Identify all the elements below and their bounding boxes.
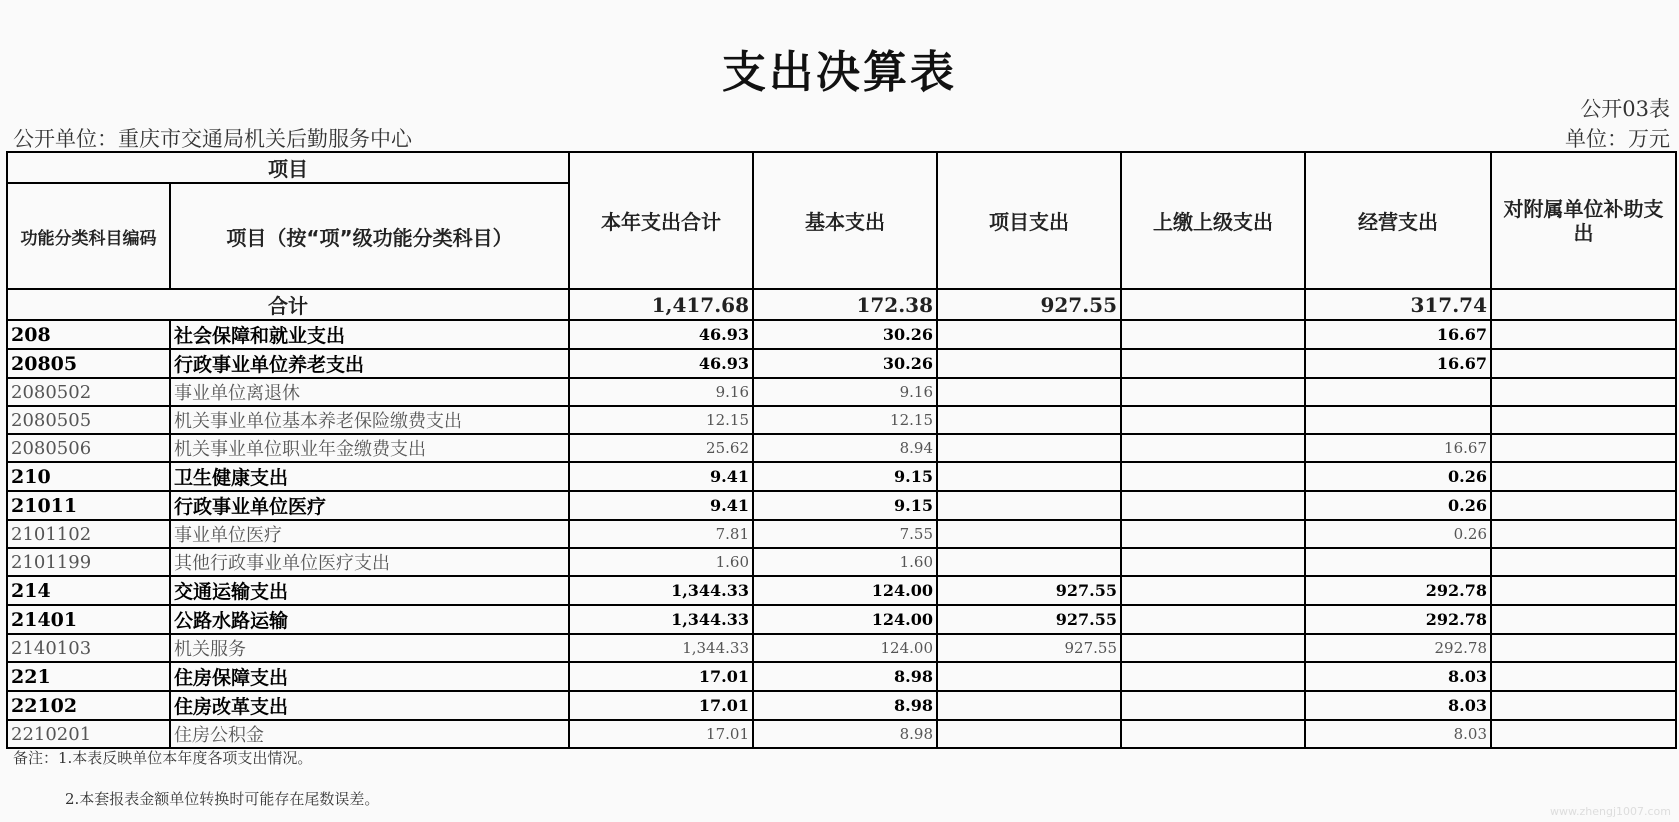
table-body <box>7 289 1676 748</box>
table-row <box>7 662 1676 691</box>
cell-basic: 9.16 <box>753 378 937 406</box>
header-project: 项目 <box>7 152 569 183</box>
cell-project-exp <box>937 320 1121 349</box>
cell-total: 46.93 <box>569 320 753 349</box>
cell-code: 2140103 <box>7 634 170 662</box>
cell-superior <box>1121 406 1305 434</box>
cell-project-exp <box>937 662 1121 691</box>
header-name: 项目（按“项”级功能分类科目） <box>170 183 569 289</box>
cell-code: 21401 <box>7 605 170 634</box>
form-code: 公开03表 <box>1580 97 1670 121</box>
cell-code: 2080502 <box>7 378 170 406</box>
cell-project-exp <box>937 349 1121 378</box>
cell-operating: 0.26 <box>1305 491 1491 520</box>
cell-code: 214 <box>7 576 170 605</box>
cell-name: 住房保障支出 <box>170 662 569 691</box>
cell-subsidiary <box>1491 406 1676 434</box>
total-cell-operating: 317.74 <box>1305 289 1491 320</box>
cell-code: 2101199 <box>7 548 170 576</box>
table-row <box>7 462 1676 491</box>
cell-basic: 30.26 <box>753 320 937 349</box>
cell-superior <box>1121 662 1305 691</box>
header-subsidiary: 对附属单位补助支出 <box>1491 152 1676 289</box>
header-total: 本年支出合计 <box>569 152 753 289</box>
table-row <box>7 434 1676 462</box>
cell-name: 住房公积金 <box>170 720 569 748</box>
cell-superior <box>1121 720 1305 748</box>
cell-basic: 30.26 <box>753 349 937 378</box>
cell-basic: 8.94 <box>753 434 937 462</box>
cell-superior <box>1121 349 1305 378</box>
header-operating: 经营支出 <box>1305 152 1491 289</box>
cell-subsidiary <box>1491 691 1676 720</box>
total-label: 合计 <box>7 289 569 320</box>
cell-superior <box>1121 548 1305 576</box>
cell-basic: 8.98 <box>753 720 937 748</box>
cell-subsidiary <box>1491 720 1676 748</box>
table-row <box>7 378 1676 406</box>
cell-name: 事业单位离退休 <box>170 378 569 406</box>
cell-code: 208 <box>7 320 170 349</box>
cell-total: 1,344.33 <box>569 634 753 662</box>
cell-total: 17.01 <box>569 691 753 720</box>
total-cell-superior <box>1121 289 1305 320</box>
cell-project-exp <box>937 378 1121 406</box>
cell-total: 1,344.33 <box>569 576 753 605</box>
page-title: 支出决算表 <box>722 47 957 98</box>
cell-basic: 124.00 <box>753 605 937 634</box>
cell-total: 1.60 <box>569 548 753 576</box>
table-row <box>7 576 1676 605</box>
cell-code: 2101102 <box>7 520 170 548</box>
cell-name: 行政事业单位医疗 <box>170 491 569 520</box>
cell-subsidiary <box>1491 662 1676 691</box>
cell-superior <box>1121 576 1305 605</box>
cell-operating: 292.78 <box>1305 605 1491 634</box>
cell-total: 9.41 <box>569 491 753 520</box>
cell-subsidiary <box>1491 434 1676 462</box>
cell-operating: 0.26 <box>1305 462 1491 491</box>
cell-subsidiary <box>1491 520 1676 548</box>
table-row <box>7 634 1676 662</box>
cell-code: 2210201 <box>7 720 170 748</box>
total-cell-project: 927.55 <box>937 289 1121 320</box>
cell-total: 7.81 <box>569 520 753 548</box>
cell-total: 12.15 <box>569 406 753 434</box>
cell-name: 公路水路运输 <box>170 605 569 634</box>
cell-operating: 8.03 <box>1305 662 1491 691</box>
cell-operating <box>1305 548 1491 576</box>
cell-subsidiary <box>1491 462 1676 491</box>
header-code: 功能分类科目编码 <box>7 183 170 289</box>
cell-project-exp <box>937 491 1121 520</box>
total-cell-subsidiary <box>1491 289 1676 320</box>
cell-total: 17.01 <box>569 662 753 691</box>
cell-project-exp: 927.55 <box>937 576 1121 605</box>
cell-basic: 9.15 <box>753 491 937 520</box>
cell-name: 社会保障和就业支出 <box>170 320 569 349</box>
cell-project-exp <box>937 691 1121 720</box>
cell-basic: 8.98 <box>753 662 937 691</box>
cell-operating: 0.26 <box>1305 520 1491 548</box>
cell-subsidiary <box>1491 548 1676 576</box>
cell-basic: 124.00 <box>753 576 937 605</box>
table-row <box>7 720 1676 748</box>
table-row <box>7 520 1676 548</box>
cell-operating <box>1305 406 1491 434</box>
cell-project-exp <box>937 548 1121 576</box>
cell-basic: 124.00 <box>753 634 937 662</box>
table-row <box>7 491 1676 520</box>
cell-name: 卫生健康支出 <box>170 462 569 491</box>
cell-project-exp: 927.55 <box>937 605 1121 634</box>
cell-superior <box>1121 491 1305 520</box>
footnote-1: 备注：1.本表反映单位本年度各项支出情况。 <box>13 749 313 767</box>
header-superior: 上缴上级支出 <box>1121 152 1305 289</box>
cell-superior <box>1121 634 1305 662</box>
cell-name: 机关事业单位职业年金缴费支出 <box>170 434 569 462</box>
cell-project-exp <box>937 520 1121 548</box>
cell-total: 46.93 <box>569 349 753 378</box>
cell-basic: 7.55 <box>753 520 937 548</box>
reporting-unit: 公开单位：重庆市交通局机关后勤服务中心 <box>13 127 412 151</box>
header-basic: 基本支出 <box>753 152 937 289</box>
table-row <box>7 349 1676 378</box>
watermark: www.zhengj1007.com <box>1550 805 1671 818</box>
cell-name: 交通运输支出 <box>170 576 569 605</box>
cell-total: 25.62 <box>569 434 753 462</box>
cell-name: 住房改革支出 <box>170 691 569 720</box>
cell-subsidiary <box>1491 576 1676 605</box>
cell-operating: 16.67 <box>1305 320 1491 349</box>
cell-code: 2080505 <box>7 406 170 434</box>
table-row <box>7 548 1676 576</box>
cell-superior <box>1121 691 1305 720</box>
table-row <box>7 605 1676 634</box>
cell-project-exp <box>937 434 1121 462</box>
cell-project-exp: 927.55 <box>937 634 1121 662</box>
cell-total: 9.16 <box>569 378 753 406</box>
cell-name: 机关事业单位基本养老保险缴费支出 <box>170 406 569 434</box>
cell-subsidiary <box>1491 605 1676 634</box>
footnote-2: 2.本套报表金额单位转换时可能存在尾数误差。 <box>65 790 380 808</box>
cell-subsidiary <box>1491 378 1676 406</box>
cell-superior <box>1121 520 1305 548</box>
cell-code: 2080506 <box>7 434 170 462</box>
cell-operating: 8.03 <box>1305 720 1491 748</box>
cell-operating: 8.03 <box>1305 691 1491 720</box>
total-cell-basic: 172.38 <box>753 289 937 320</box>
cell-project-exp <box>937 406 1121 434</box>
table-row <box>7 691 1676 720</box>
cell-operating: 292.78 <box>1305 576 1491 605</box>
expenditure-table <box>6 151 1677 749</box>
cell-code: 210 <box>7 462 170 491</box>
cell-total: 1,344.33 <box>569 605 753 634</box>
cell-superior <box>1121 605 1305 634</box>
cell-superior <box>1121 434 1305 462</box>
cell-basic: 8.98 <box>753 691 937 720</box>
cell-subsidiary <box>1491 634 1676 662</box>
cell-operating: 16.67 <box>1305 349 1491 378</box>
cell-subsidiary <box>1491 491 1676 520</box>
cell-code: 221 <box>7 662 170 691</box>
cell-code: 21011 <box>7 491 170 520</box>
cell-subsidiary <box>1491 349 1676 378</box>
cell-basic: 12.15 <box>753 406 937 434</box>
cell-code: 20805 <box>7 349 170 378</box>
cell-basic: 1.60 <box>753 548 937 576</box>
table-row <box>7 320 1676 349</box>
cell-subsidiary <box>1491 320 1676 349</box>
cell-superior <box>1121 462 1305 491</box>
cell-project-exp <box>937 462 1121 491</box>
cell-total: 9.41 <box>569 462 753 491</box>
cell-operating: 292.78 <box>1305 634 1491 662</box>
cell-name: 其他行政事业单位医疗支出 <box>170 548 569 576</box>
cell-superior <box>1121 378 1305 406</box>
cell-name: 事业单位医疗 <box>170 520 569 548</box>
table-header <box>7 152 1676 289</box>
cell-operating <box>1305 378 1491 406</box>
currency-unit: 单位：万元 <box>1565 127 1670 151</box>
cell-total: 17.01 <box>569 720 753 748</box>
total-row <box>7 289 1676 320</box>
cell-code: 22102 <box>7 691 170 720</box>
cell-name: 行政事业单位养老支出 <box>170 349 569 378</box>
cell-name: 机关服务 <box>170 634 569 662</box>
header-project-expenditure: 项目支出 <box>937 152 1121 289</box>
cell-superior <box>1121 320 1305 349</box>
cell-basic: 9.15 <box>753 462 937 491</box>
table-row <box>7 406 1676 434</box>
cell-operating: 16.67 <box>1305 434 1491 462</box>
cell-project-exp <box>937 720 1121 748</box>
total-cell-total: 1,417.68 <box>569 289 753 320</box>
